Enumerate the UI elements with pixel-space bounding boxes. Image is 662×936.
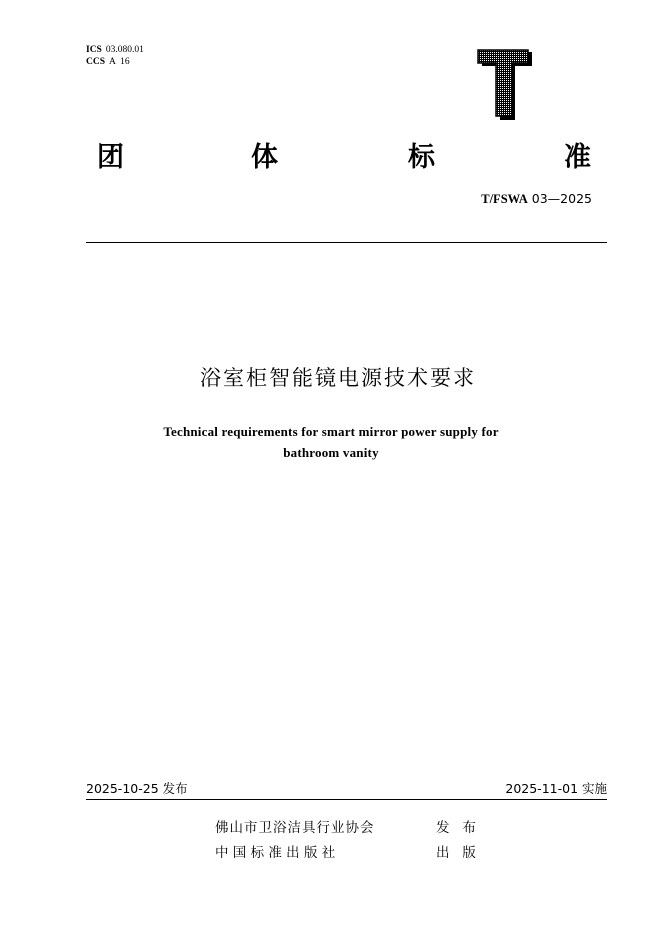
standard-type-char: 体	[251, 142, 278, 173]
document-title-cn: 浴室柜智能镜电源技术要求	[200, 366, 476, 390]
top-divider	[86, 242, 607, 243]
ics-label: ICS	[86, 45, 102, 55]
bottom-divider	[86, 799, 607, 800]
issuer-publisher-action: 出 版	[436, 845, 476, 861]
document-title-en-line: Technical requirements for smart mirror power supply for	[163, 424, 499, 439]
ccs-label: CCS	[86, 57, 106, 67]
issuer-association-action: 发 布	[436, 820, 476, 836]
implement-date: 2025-11-01 实施	[505, 781, 607, 796]
issuer-association: 佛山市卫浴洁具行业协会	[215, 820, 375, 836]
standard-type-char: 标	[408, 142, 435, 173]
ics-code	[86, 44, 144, 56]
standard-type-char: 团	[97, 142, 124, 173]
ccs-value: A 16	[109, 57, 130, 67]
ics-value: 03.080.01	[105, 45, 144, 55]
ccs-code	[86, 56, 130, 68]
standard-number-prefix: T/FSWA	[481, 192, 528, 206]
standard-t-logo	[476, 48, 532, 120]
standard-type-char: 准	[564, 142, 591, 173]
issuer-publisher: 中 国 标 准 出 版 社	[215, 845, 336, 861]
document-title-en	[0, 421, 662, 463]
standard-number	[481, 191, 592, 207]
publish-date: 2025-10-25 发布	[86, 781, 188, 796]
document-title-en-line: bathroom vanity	[283, 445, 379, 460]
standard-number-value: 03—2025	[531, 191, 592, 206]
